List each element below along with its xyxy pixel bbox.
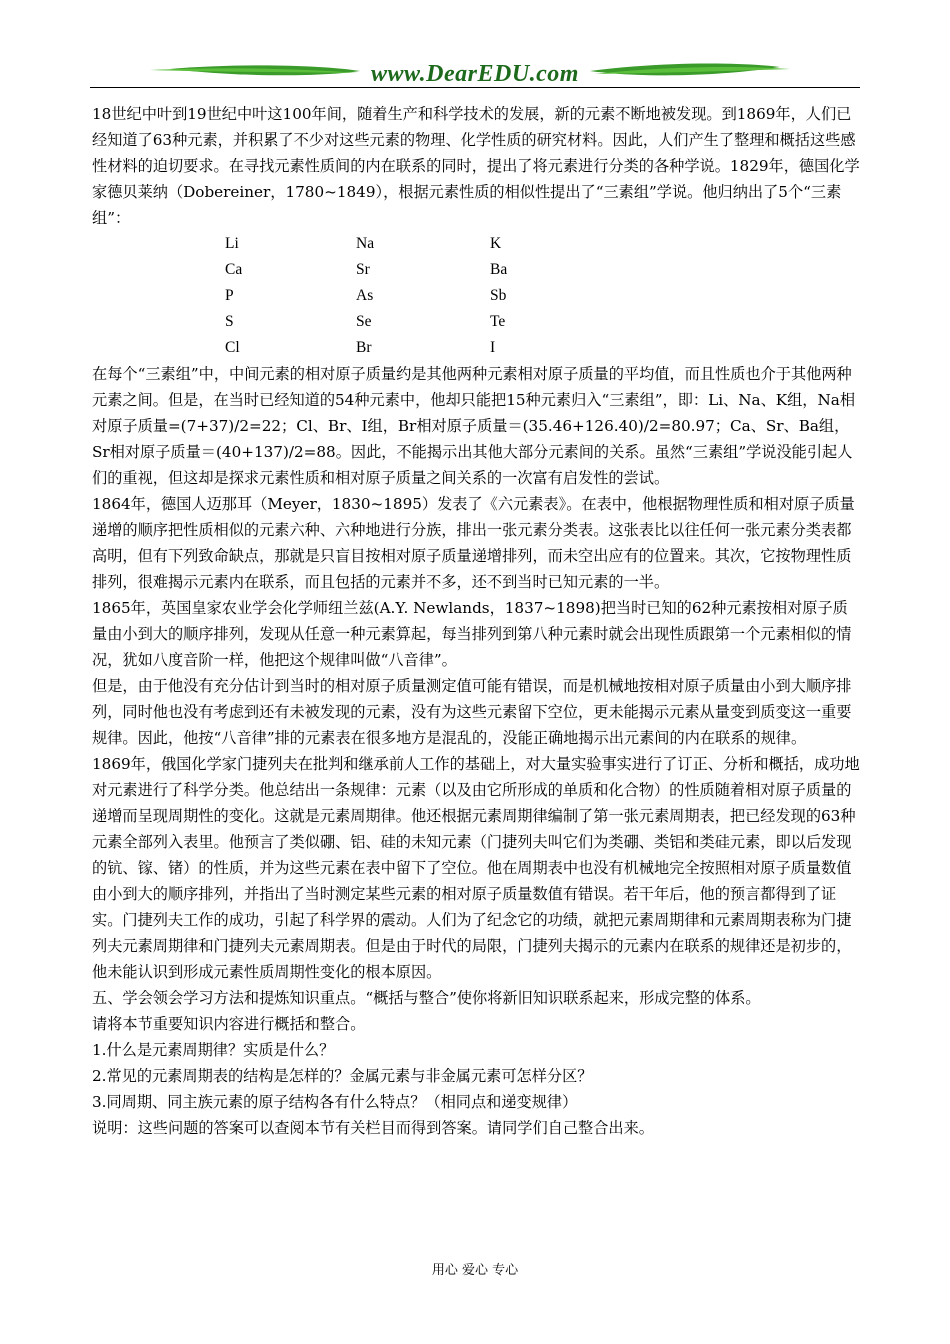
page-footer: 用心 爱心 专心	[431, 1263, 519, 1278]
element-symbol: K	[490, 235, 502, 252]
element-symbol: Br	[356, 339, 372, 356]
triad-row	[225, 283, 570, 309]
element-symbol: Se	[356, 313, 372, 330]
paragraph-triad-analysis: 在每个“三素组”中，中间元素的相对原子质量约是其他两种元素相对原子质量的平均值，而且性质也介于其他两种元素之间。但是，在当时已经知道的54种元素中，他却只能把15种元素归入“三素组”，即：Li、Na、K组，Na相对原子质量=(7+37)/2=22；Cl、Br、I组，Br相对原子质量＝(35.46+126.40)/2=80.97；Ca、Sr、Ba组，Sr相对原子质量＝(40+137)/2=88。因此，不能揭示出其他大部分元素间的关系。虽然“三素组”学说没能引起人们的重视，但这却是探求元素性质和相对原子质量之间关系的一次富有启发性的尝试。	[92, 365, 856, 487]
element-symbol: Ca	[225, 261, 243, 278]
paragraph-meyer: 1864年，德国人迈那耳（Meyer，1830~1895）发表了《六元素表》。在表中，他根据物理性质和相对原子质量递增的顺序把性质相似的元素六种、六种地进行分族，排出一张元素分类表。这张表比以往任何一张元素分类表都高明，但有下列致命缺点，那就是只盲目按相对原子质量递增排列，而未空出应有的位置来。其次，它按物理性质排列，很难揭示元素内在联系，而且包括的元素并不多，还不到当时已知元素的一半。	[92, 495, 855, 591]
header-divider	[90, 87, 860, 88]
element-symbol: Sb	[490, 287, 507, 304]
element-symbol: S	[225, 313, 234, 330]
element-symbol: P	[225, 287, 234, 304]
triad-row	[225, 231, 570, 257]
document-body	[92, 101, 862, 1141]
element-symbol: Li	[225, 235, 239, 252]
instruction-line: 请将本节重要知识内容进行概括和整合。	[92, 1015, 366, 1033]
element-symbol: Sr	[356, 261, 370, 278]
triad-row	[225, 335, 570, 361]
triad-row	[225, 257, 570, 283]
intro-paragraph: 18世纪中叶到19世纪中叶这100年间，随着生产和科学技术的发展，新的元素不断地被发现。到1869年，人们已经知道了63种元素，并积累了不少对这些元素的物理、化学性质的研究材料。因此，人们产生了整理和概括这些感性材料的迫切要求。在寻找元素性质间的内在联系的同时，提出了将元素进行分类的各种学说。1829年，德国化学家德贝莱纳（Dobereiner，1780~1849），根据元素性质的相似性提出了“三素组”学说。他归纳出了5个“三素组”：	[92, 105, 860, 227]
triad-row	[225, 309, 570, 335]
paragraph-mendeleev: 1869年，俄国化学家门捷列夫在批判和继承前人工作的基础上，对大量实验事实进行了订正、分析和概括，成功地对元素进行了科学分类。他总结出一条规律：元素（以及由它所形成的单质和化合物）的性质随着相对原子质量的递增而呈现周期性的变化。这就是元素周期律。他还根据元素周期律编制了第一张元素周期表，把已经发现的63种元素全部列入表里。他预言了类似硼、铝、硅的未知元素（门捷列夫叫它们为类硼、类铝和类硅元素，即以后发现的钪、镓、锗）的性质，并为这些元素在表中留下了空位。他在周期表中也没有机械地完全按照相对原子质量数值由小到大的顺序排列，并指出了当时测定某些元素的相对原子质量数值有错误。若干年后，他的预言都得到了证实。门捷列夫工作的成功，引起了科学界的震动。人们为了纪念它的功绩，就把元素周期律和元素周期表称为门捷列夫元素周期律和门捷列夫元素周期表。但是由于时代的局限，门捷列夫揭示的元素内在联系的规律还是初步的，他未能认识到形成元素性质周期性变化的根本原因。	[92, 755, 860, 981]
element-symbol: Cl	[225, 339, 240, 356]
note-line: 说明：这些问题的答案可以查阅本节有关栏目而得到答案。请同学们自己整合出来。	[92, 1119, 654, 1137]
element-symbol: Te	[490, 313, 506, 330]
element-symbol: I	[490, 339, 496, 356]
page-header	[90, 55, 860, 91]
site-logo[interactable]: www.DearEDU.com	[371, 61, 579, 87]
question-2: 2.常见的元素周期表的结构是怎样的？金属元素与非金属元素可怎样分区？	[92, 1067, 593, 1085]
element-symbol: Ba	[490, 261, 508, 278]
element-symbol: Na	[356, 235, 375, 252]
question-3: 3.同周期、同主族元素的原子结构各有什么特点？（相同点和递变规律）	[92, 1093, 578, 1111]
paragraph-newlands: 1865年，英国皇家农业学会化学师纽兰兹(A.Y. Newlands，1837~1898)把当时已知的62种元素按相对原子质量由小到大的顺序排列，发现从任意一种元素算起，每当排列到第八种元素时就会出现性质跟第一个元素相似的情况，犹如八度音阶一样，他把这个规律叫做“八音律”。	[92, 599, 852, 669]
section-five-heading: 五、学会领会学习方法和提炼知识重点。“概括与整合”使你将新旧知识联系起来，形成完整的体系。	[92, 989, 761, 1007]
question-1: 1.什么是元素周期律？实质是什么？	[92, 1041, 335, 1059]
triads-table	[225, 231, 570, 361]
paragraph-newlands-limits: 但是，由于他没有充分估计到当时的相对原子质量测定值可能有错误，而是机械地按相对原子质量由小到大顺序排列，同时他也没有考虑到还有未被发现的元素，没有为这些元素留下空位，更未能揭示元素从量变到质变这一重要规律。因此，他按“八音律”排的元素表在很多地方是混乱的，没能正确地揭示出元素间的内在联系的规律。	[92, 677, 852, 747]
element-symbol: As	[356, 287, 374, 304]
